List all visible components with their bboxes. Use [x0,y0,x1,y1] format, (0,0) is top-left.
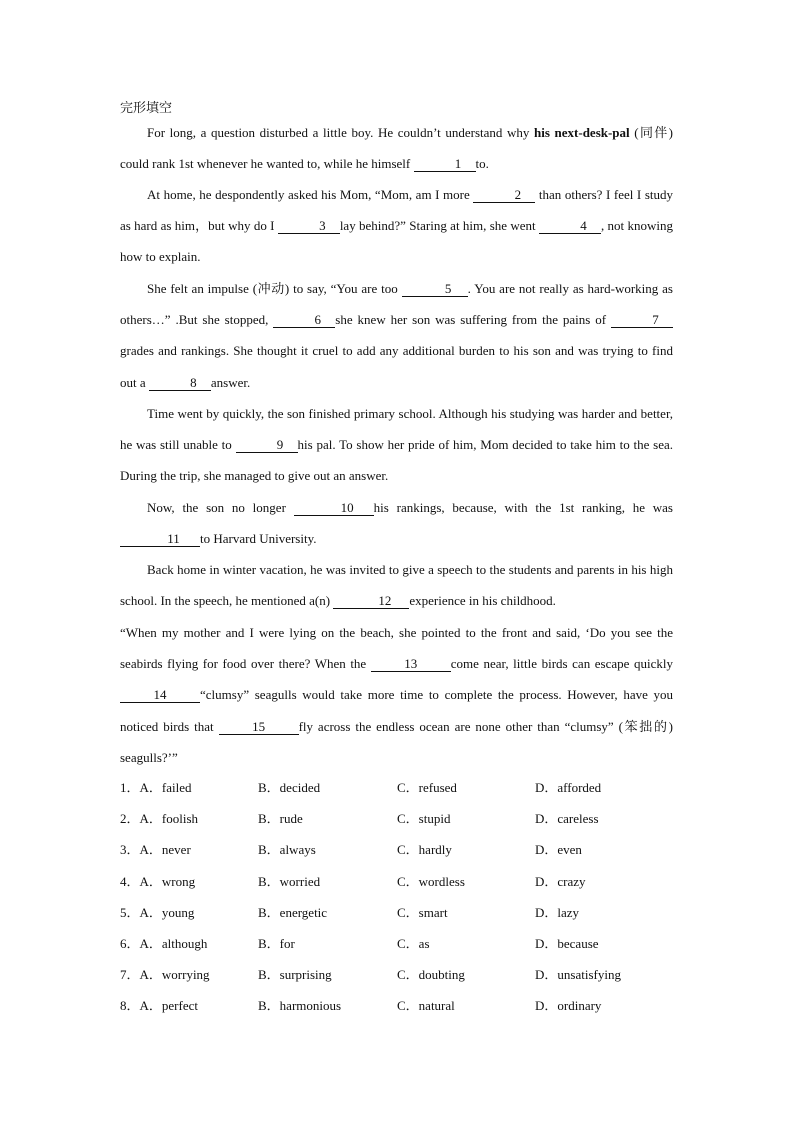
option-d: D．because [535,935,599,951]
passage-paragraph-2: At home, he despondently asked his Mom, “Mom, am I more 2 than others? I feel I study as hard as him，but why do I 3 lay behind?” Staring at him, she went 4 , not knowing how to explain. [120,187,673,265]
option-row [120,834,680,865]
option-d: D．unsatisfying [535,967,621,983]
question-number: 6． [120,935,140,951]
passage-paragraph-7: “When my mother and I were lying on the beach, she pointed to the front and said, ‘Do you see the seabirds flying for food over there? When the 13 come near, little birds can escape quickly 14 “clumsy” seagulls would take more time to complete the process. However, have you noticed birds that 15 fly across the endless ocean are none other than “clumsy” (笨拙的) seagulls?’” [120,625,673,765]
passage-paragraph-4: Time went by quickly, the son finished primary school. Although his studying was harder and better, he was still unable to 9 his pal. To show her pride of him, Mom decided to take him to the sea. During the trip, she managed to give out an answer. [120,406,673,484]
option-a: A．worrying [139,967,210,983]
blank-12: 12 [333,594,409,609]
blank-9: 9 [236,438,298,453]
question-number: 8． [120,998,140,1014]
option-a: A．failed [139,780,192,795]
option-a: A．young [139,904,195,920]
option-d: D．afforded [535,780,602,795]
option-b: B．energetic [258,904,328,920]
option-c: C．smart [397,904,448,920]
blank-3: 3 [278,219,340,234]
option-row [120,928,680,959]
options-list [120,772,680,1022]
option-row [120,803,680,834]
option-a: A．wrong [139,873,196,889]
option-d: D．even [535,842,582,858]
option-c: C．natural [397,998,455,1014]
question-number: 3． [120,842,140,858]
blank-8: 8 [149,376,211,391]
option-d: D．ordinary [535,998,602,1014]
option-c: C．stupid [397,811,451,827]
option-a: A．never [139,842,191,858]
question-number: 2． [120,811,140,827]
passage-paragraph-1: For long, a question disturbed a little boy. He couldn’t understand why his next-desk-pal (同伴) could rank 1st whenever he wanted to, while he himself 1 to. [120,125,673,172]
option-c: C．as [397,935,430,951]
option-b: B．for [258,935,295,951]
option-b: B．worried [258,873,321,889]
option-b: B．decided [258,780,321,795]
option-a: A．foolish [139,811,199,827]
option-b: B．always [258,842,316,858]
option-c: C．refused [397,780,457,795]
option-d: D．lazy [535,904,580,920]
option-b: B．rude [258,811,303,827]
option-c: C．doubting [397,967,465,983]
blank-5: 5 [402,282,468,297]
blank-14: 14 [120,688,200,703]
bold-phrase: his next-desk-pal [534,125,630,140]
blank-10: 10 [294,501,374,516]
option-row [120,897,680,928]
option-row [120,990,680,1021]
question-number: 1． [120,780,140,795]
option-b: B．surprising [258,967,332,983]
option-d: D．careless [535,811,599,827]
section-heading: 完形填空 [120,100,173,115]
passage-paragraph-5: Now, the son no longer 10 his rankings, because, with the 1st ranking, he was 11 to Harvard University. [120,492,673,554]
blank-4: 4 [539,219,601,234]
option-row [120,959,680,990]
blank-1: 1 [414,157,476,172]
option-a: A．perfect [139,998,198,1014]
passage-paragraph-6: Back home in winter vacation, he was invited to give a speech to the students and parents in his high school. In the speech, he mentioned a(n) 12 experience in his childhood. [120,562,673,609]
option-c: C．wordless [397,873,465,889]
option-row [120,866,680,897]
blank-6: 6 [273,313,335,328]
question-number: 5． [120,904,140,920]
blank-15: 15 [219,720,299,735]
option-c: C．hardly [397,842,452,858]
option-d: D．crazy [535,873,586,889]
blank-13: 13 [371,657,451,672]
question-number: 7． [120,967,140,983]
option-b: B．harmonious [258,998,342,1014]
blank-2: 2 [473,188,535,203]
blank-11: 11 [120,532,200,547]
question-number: 4． [120,873,140,889]
option-row [120,772,680,803]
blank-7: 7 [611,313,673,328]
option-a: A．although [139,935,208,951]
passage-paragraph-3: She felt an impulse (冲动) to say, “You are too 5 . You are not really as hard-working as others…” .But she stopped, 6 she knew her son was suffering from the pains of 7grades and rankings. She thought it cruel to add any additional burden to his son and was trying to find out a 8 answer. [120,281,673,390]
